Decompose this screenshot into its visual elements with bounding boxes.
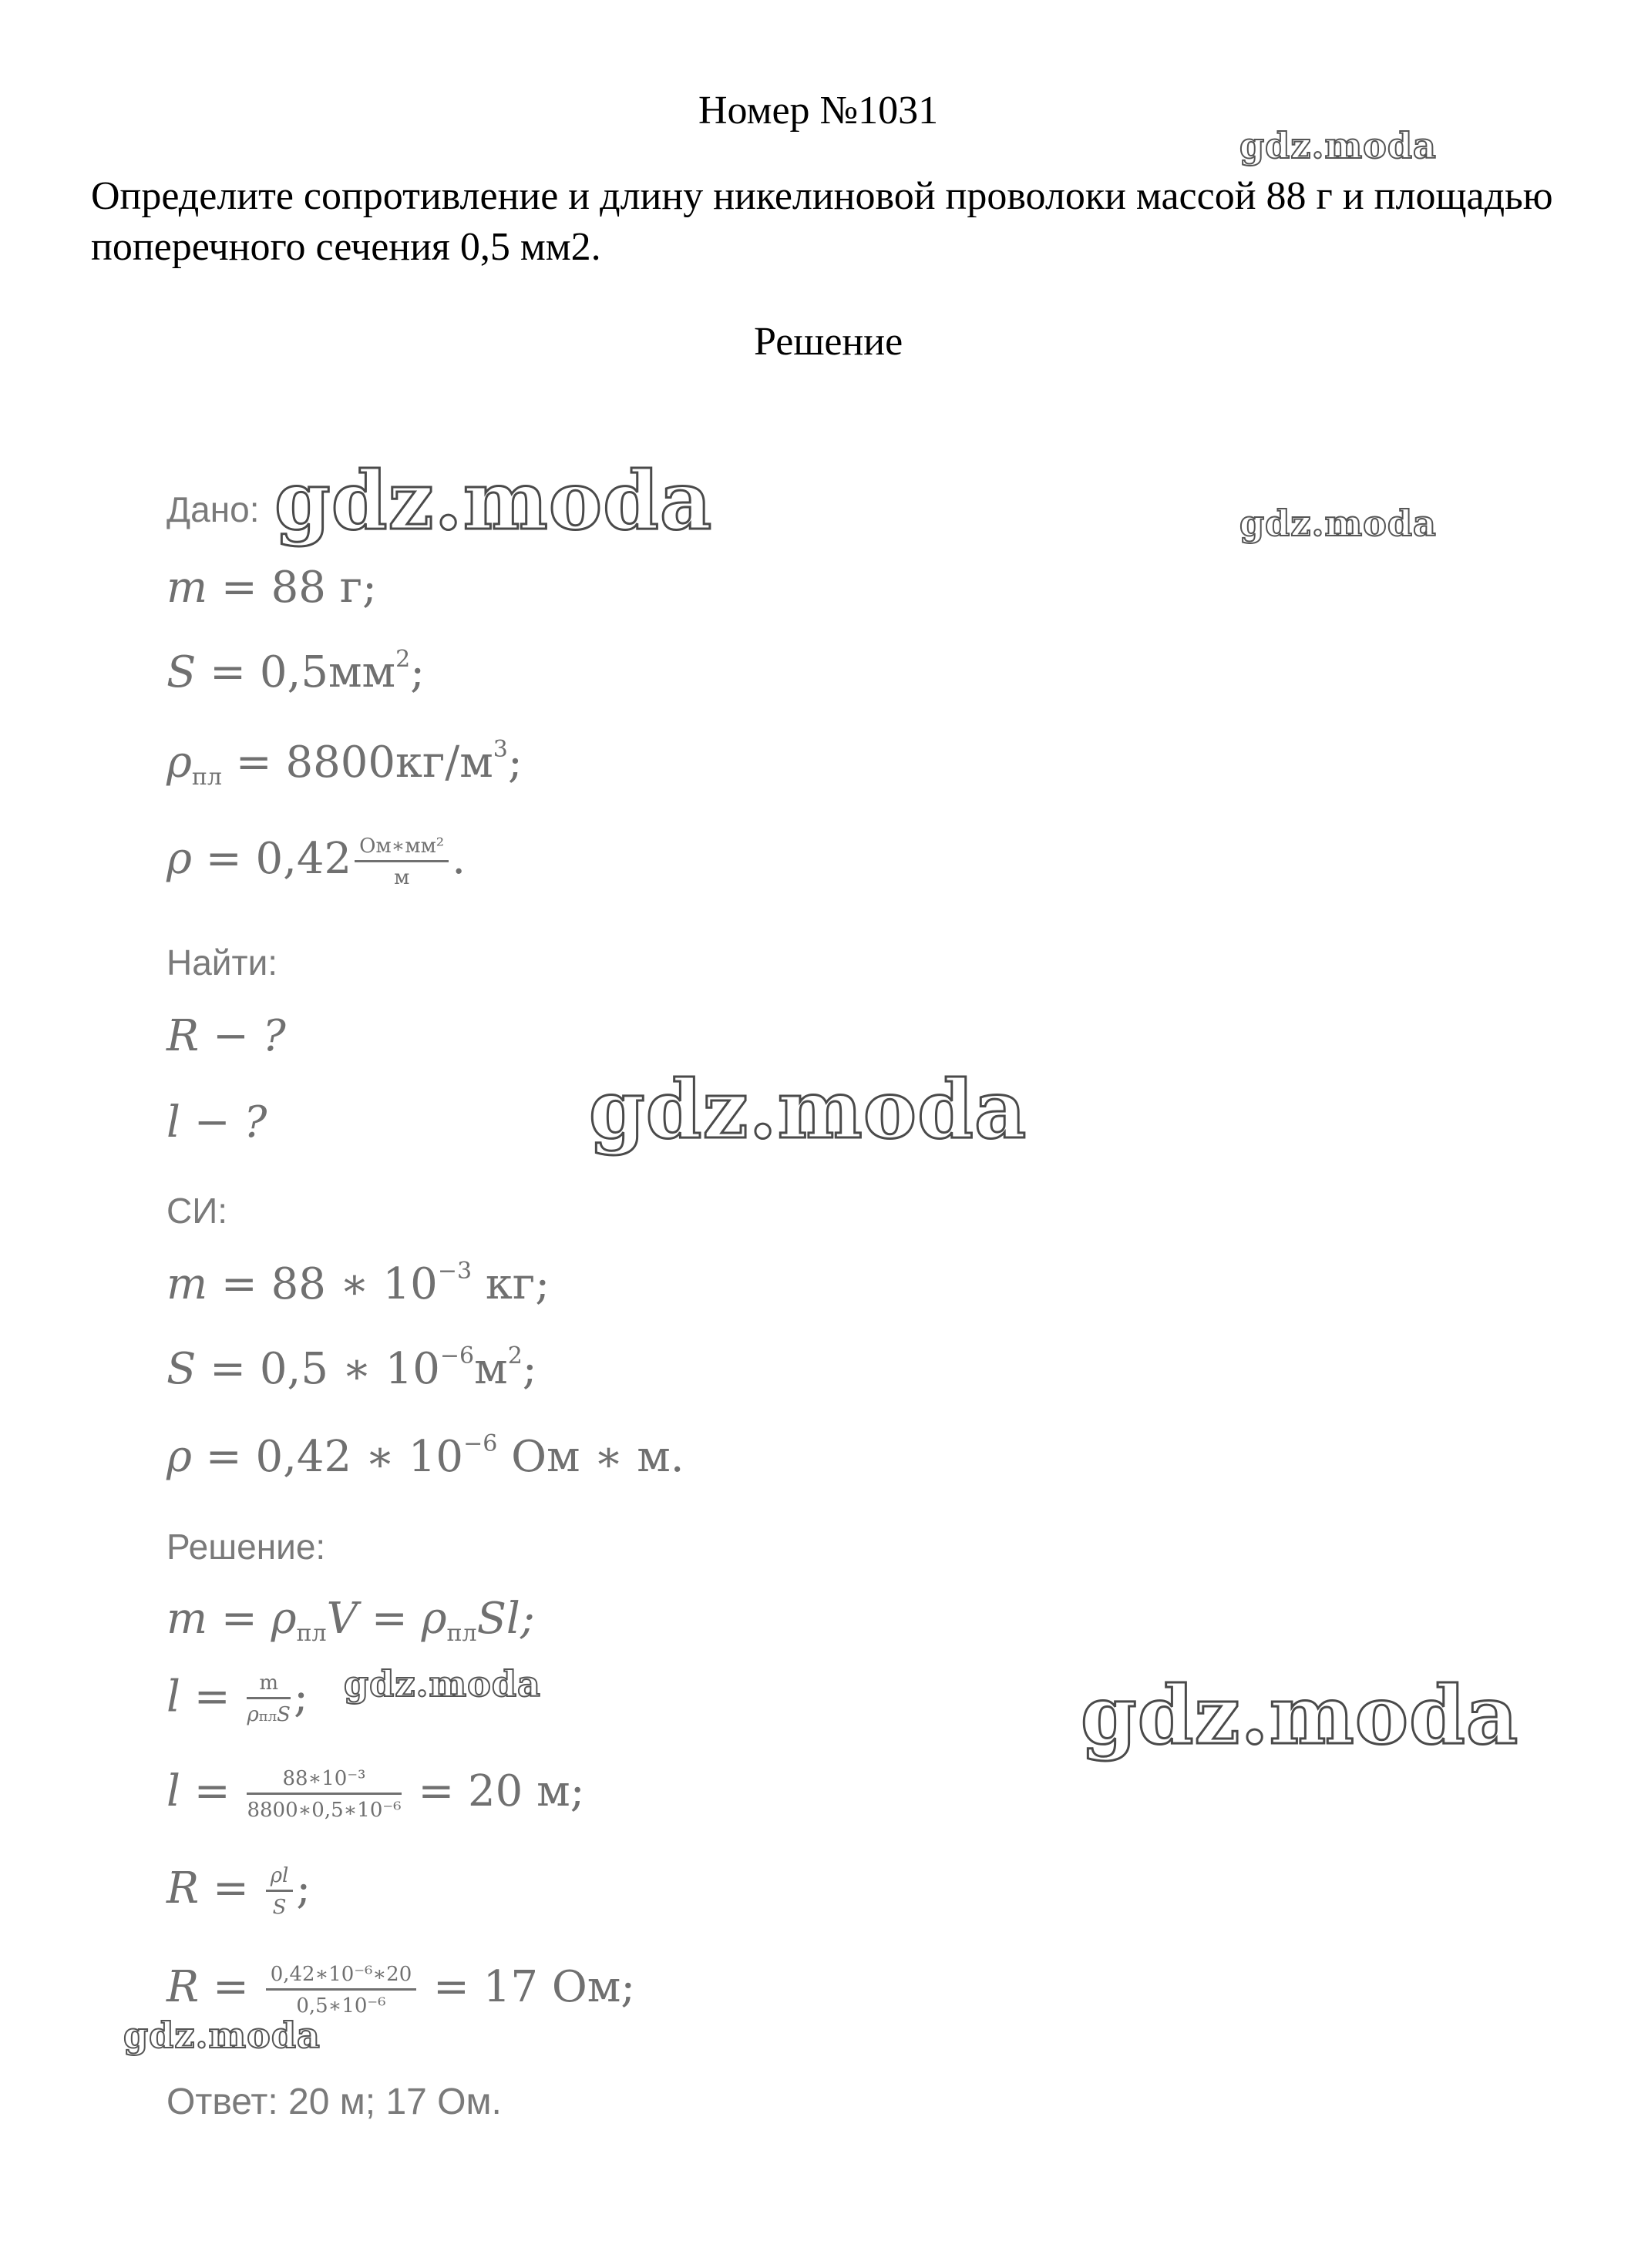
sol2-den-tail: S bbox=[277, 1703, 291, 1726]
answer: Ответ: 20 м; 17 Ом. bbox=[166, 2082, 502, 2122]
watermark-right-2: gdz.moda bbox=[1239, 502, 1437, 544]
solution-line-5 bbox=[166, 1962, 635, 2018]
solution-label: Решение: bbox=[166, 1527, 326, 1567]
sol3-tail: = 20 м; bbox=[404, 1766, 585, 1816]
var-m: m bbox=[166, 563, 208, 613]
si-resistivity-exp: −6 bbox=[463, 1430, 498, 1457]
sol1-sub1: пл bbox=[296, 1620, 327, 1647]
si-mass-exp: −3 bbox=[437, 1258, 473, 1285]
given-resistivity-tail: . bbox=[452, 834, 466, 884]
sol2-den bbox=[247, 1699, 291, 1729]
find-l bbox=[166, 1097, 267, 1147]
sol4-num: ρl bbox=[266, 1863, 294, 1892]
watermark-given: gdz.moda bbox=[274, 453, 713, 548]
given-resistivity-value: = 0,42 bbox=[191, 834, 352, 884]
sol5-den: 0,5∗10⁻⁶ bbox=[296, 1994, 386, 2018]
si-mass-value: = 88 ∗ 10 bbox=[207, 1259, 438, 1309]
watermark-solution: gdz.moda bbox=[344, 1663, 541, 1705]
sol2-num: m bbox=[247, 1671, 291, 1699]
sol1-b: V = ρ bbox=[326, 1594, 447, 1644]
sol1-c: Sl; bbox=[476, 1594, 535, 1644]
find-r-text: R − ? bbox=[166, 1011, 286, 1061]
sol1-a: m = ρ bbox=[166, 1594, 297, 1644]
si-var-m: m bbox=[166, 1259, 208, 1309]
sol5-tail: = 17 Ом; bbox=[419, 1962, 636, 2012]
given-mass-value: = 88 г; bbox=[207, 563, 377, 613]
si-mass-tail: кг; bbox=[472, 1259, 550, 1309]
fraction-denominator: м bbox=[394, 866, 410, 889]
page-title: Номер №1031 bbox=[698, 89, 939, 133]
solution-line-1 bbox=[166, 1594, 535, 1647]
sol2-lhs: l = bbox=[166, 1672, 244, 1722]
var-rho: ρ bbox=[166, 834, 192, 884]
si-resistivity bbox=[166, 1430, 684, 1482]
sol1-sub2: пл bbox=[446, 1620, 477, 1647]
watermark-bottom-left: gdz.moda bbox=[123, 2014, 321, 2056]
given-label: Дано: bbox=[166, 489, 260, 529]
given-area-exp: 2 bbox=[395, 646, 411, 673]
sol4-den: S bbox=[272, 1896, 287, 1919]
watermark-center: gdz.moda bbox=[589, 1062, 1027, 1157]
given-area-tail: ; bbox=[410, 647, 425, 697]
si-area-exp: −6 bbox=[439, 1342, 475, 1369]
si-mass bbox=[166, 1258, 550, 1309]
var-rho-pl: ρ bbox=[166, 738, 192, 788]
sol2-tail: ; bbox=[293, 1672, 308, 1722]
solution-heading: Решение bbox=[754, 320, 903, 364]
var-s: S bbox=[166, 647, 197, 697]
sol4-fraction bbox=[266, 1863, 294, 1920]
si-var-rho: ρ bbox=[166, 1432, 192, 1482]
problem-statement: Определите сопротивление и длину никелиновой проволоки массой 88 г и площадью поперечного сечения 0,5 мм2. bbox=[91, 174, 1553, 269]
si-area-tail: ; bbox=[522, 1344, 537, 1394]
fraction-numerator: Ом∗мм² bbox=[355, 834, 449, 862]
sol5-num: 0,42∗10⁻⁶∗20 bbox=[266, 1962, 417, 1991]
sol5-fraction bbox=[266, 1962, 417, 2018]
given-density-sub: пл bbox=[191, 764, 222, 791]
si-area-unit-exp: 2 bbox=[507, 1342, 523, 1369]
sol4-lhs: R = bbox=[166, 1863, 263, 1914]
find-label: Найти: bbox=[166, 942, 278, 983]
si-resistivity-value: = 0,42 ∗ 10 bbox=[191, 1432, 464, 1482]
watermark-top-right: gdz.moda bbox=[1239, 125, 1437, 166]
sol3-den: 8800∗0,5∗10⁻⁶ bbox=[247, 1799, 402, 1822]
solution-line-2 bbox=[166, 1671, 308, 1729]
si-area-unit: м bbox=[474, 1344, 508, 1394]
si-resistivity-tail: Ом ∗ м. bbox=[497, 1432, 684, 1482]
given-mass bbox=[166, 563, 377, 613]
si-area bbox=[166, 1342, 537, 1394]
sol4-tail: ; bbox=[296, 1863, 311, 1914]
find-l-text: l − ? bbox=[166, 1097, 267, 1147]
resistivity-unit-fraction bbox=[355, 834, 449, 890]
sol2-den-rho: ρ bbox=[247, 1703, 259, 1726]
given-area bbox=[166, 646, 425, 697]
given-resistivity bbox=[166, 834, 466, 890]
sol5-lhs: R = bbox=[166, 1962, 263, 2012]
si-var-s: S bbox=[166, 1344, 197, 1394]
given-density-tail: ; bbox=[507, 738, 523, 788]
si-label: СИ: bbox=[166, 1191, 228, 1231]
given-density-exp: 3 bbox=[493, 736, 508, 763]
solution-line-3 bbox=[166, 1766, 585, 1823]
sol2-den-sub: пл bbox=[258, 1709, 277, 1725]
sol2-fraction bbox=[247, 1671, 291, 1729]
given-density-value: = 8800кг/м bbox=[221, 738, 493, 788]
find-r bbox=[166, 1011, 286, 1061]
solution-line-4 bbox=[166, 1863, 311, 1920]
sol3-fraction bbox=[247, 1766, 401, 1823]
given-area-value: = 0,5мм bbox=[196, 647, 396, 697]
watermark-right-big: gdz.moda bbox=[1081, 1668, 1519, 1762]
sol3-lhs: l = bbox=[166, 1766, 244, 1816]
si-area-value: = 0,5 ∗ 10 bbox=[196, 1344, 440, 1394]
sol3-num: 88∗10⁻³ bbox=[247, 1766, 401, 1795]
given-density bbox=[166, 736, 523, 791]
